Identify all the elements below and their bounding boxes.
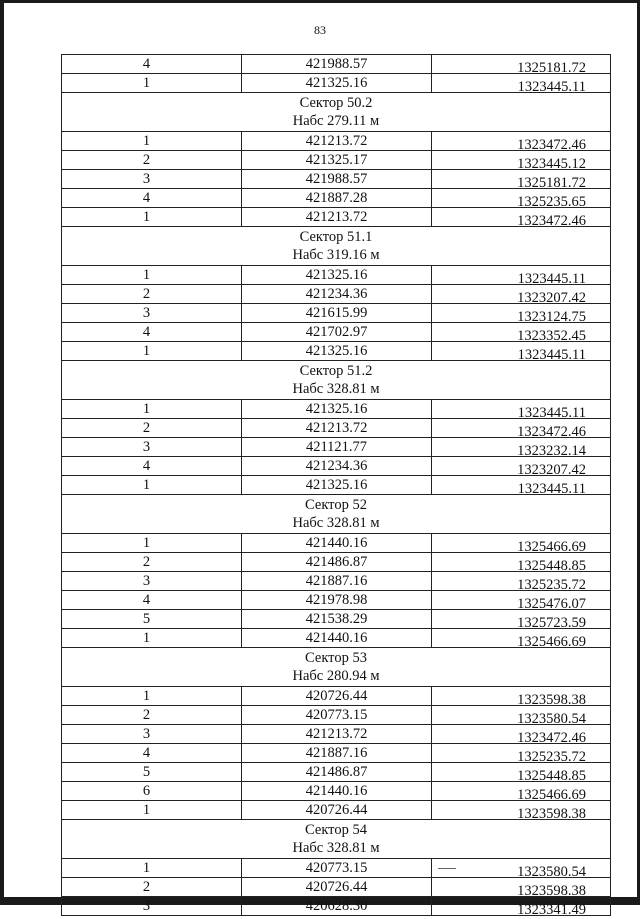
coordinate-x: 421440.16: [242, 534, 432, 552]
sector-header: [62, 360, 610, 399]
table-row: [62, 533, 610, 555]
coordinate-y: 1323580.54: [517, 711, 586, 727]
coordinate-x: 421978.98: [242, 591, 432, 609]
point-number: 3: [62, 304, 242, 322]
point-number: 4: [62, 457, 242, 475]
page-number: 83: [314, 23, 326, 37]
coordinate-y: 1323472.46: [517, 424, 586, 440]
coordinate-y: 1323445.11: [517, 347, 586, 363]
coordinate-y: 1323598.38: [517, 692, 586, 708]
coordinate-y: 1323445.11: [517, 79, 586, 95]
table-row: [62, 265, 610, 287]
point-number: 2: [62, 285, 242, 303]
coordinate-y: 1323472.46: [517, 213, 586, 229]
point-number: 1: [62, 629, 242, 647]
coordinates-table: [61, 54, 611, 916]
sector-area: Набс 328.81 м: [292, 515, 380, 531]
footer-mark: [438, 868, 456, 869]
coordinate-x: 421538.29: [242, 610, 432, 628]
point-number: 4: [62, 591, 242, 609]
point-number: 1: [62, 74, 242, 92]
point-number: 4: [62, 189, 242, 207]
coordinate-x: 420726.44: [242, 687, 432, 705]
coordinate-x: 421213.72: [242, 419, 432, 437]
coordinate-x: 421702.97: [242, 323, 432, 341]
point-number: 4: [62, 323, 242, 341]
point-number: 4: [62, 55, 242, 73]
coordinate-x: 421213.72: [242, 208, 432, 226]
point-number: 2: [62, 706, 242, 724]
sector-area: Набс 319.16 м: [292, 247, 380, 263]
coordinate-y: 1325235.72: [517, 577, 586, 593]
scan-border-top: [0, 0, 640, 3]
coordinate-y: 1323598.38: [517, 883, 586, 899]
coordinate-y: 1323232.14: [517, 443, 586, 459]
table-row: [62, 399, 610, 421]
sector-area: Набс 279.11 м: [292, 113, 380, 129]
sector-name: Сектор 50.2: [299, 95, 373, 111]
coordinate-x: 421325.17: [242, 151, 432, 169]
sector-header: [62, 92, 610, 131]
coordinate-x: 421486.87: [242, 553, 432, 571]
sector-name: Сектор 53: [305, 650, 367, 666]
coordinate-x: 421234.36: [242, 285, 432, 303]
coordinate-y: 1323207.42: [517, 462, 586, 478]
coordinate-x: 420773.15: [242, 706, 432, 724]
coordinate-y: 1325448.85: [517, 558, 586, 574]
sector-area: Набс 328.81 м: [292, 840, 380, 856]
sector-header: [62, 494, 610, 533]
coordinate-y: 1325476.07: [517, 596, 586, 612]
point-number: 2: [62, 419, 242, 437]
coordinate-x: 420773.15: [242, 859, 432, 877]
point-number: 1: [62, 132, 242, 150]
point-number: 1: [62, 342, 242, 360]
sector-name: Сектор 54: [305, 822, 367, 838]
coordinate-x: 421615.99: [242, 304, 432, 322]
sector-name: Сектор 52: [305, 497, 367, 513]
point-number: 3: [62, 170, 242, 188]
coordinate-y: 1325235.65: [517, 194, 586, 210]
table-row: [62, 54, 610, 76]
point-number: 1: [62, 859, 242, 877]
table-row: [62, 131, 610, 153]
coordinate-x: 421325.16: [242, 400, 432, 418]
coordinate-y: 1323472.46: [517, 730, 586, 746]
sector-area: Набс 328.81 м: [292, 381, 380, 397]
coordinate-y: 1325723.59: [517, 615, 586, 631]
sector-header: [62, 226, 610, 265]
coordinate-y: 1323472.46: [517, 137, 586, 153]
coordinate-x: 421325.16: [242, 266, 432, 284]
scan-border-left: [0, 0, 4, 905]
coordinate-y: 1325181.72: [517, 175, 586, 191]
point-number: 3: [62, 438, 242, 456]
coordinate-y: 1323445.11: [517, 481, 586, 497]
sector-header: [62, 647, 610, 686]
coordinate-x: 420726.44: [242, 878, 432, 896]
point-number: 3: [62, 725, 242, 743]
coordinate-y: 1325448.85: [517, 768, 586, 784]
coordinate-x: 421234.36: [242, 457, 432, 475]
point-number: 2: [62, 878, 242, 896]
coordinate-x: 420726.44: [242, 801, 432, 819]
coordinate-y: 1325466.69: [517, 634, 586, 650]
coordinate-y: 1323445.12: [517, 156, 586, 172]
point-number: 1: [62, 534, 242, 552]
coordinate-y: 1323580.54: [517, 864, 586, 880]
coordinate-y: 1325466.69: [517, 539, 586, 555]
point-number: 1: [62, 476, 242, 494]
sector-name: Сектор 51.1: [299, 229, 373, 245]
point-number: 1: [62, 687, 242, 705]
point-number: 6: [62, 782, 242, 800]
sector-name: Сектор 51.2: [299, 363, 373, 379]
coordinate-x: 421325.16: [242, 74, 432, 92]
point-number: 5: [62, 763, 242, 781]
table-row: [62, 686, 610, 708]
coordinate-y: 1323341.49: [517, 902, 586, 918]
point-number: 1: [62, 400, 242, 418]
coordinate-x: 421486.87: [242, 763, 432, 781]
coordinate-x: 421213.72: [242, 725, 432, 743]
coordinate-x: 421887.28: [242, 189, 432, 207]
point-number: 3: [62, 897, 242, 915]
point-number: 1: [62, 266, 242, 284]
point-number: 2: [62, 553, 242, 571]
coordinate-x: 421887.16: [242, 572, 432, 590]
coordinate-x: 421325.16: [242, 476, 432, 494]
coordinate-x: 421887.16: [242, 744, 432, 762]
coordinate-y: 1323207.42: [517, 290, 586, 306]
coordinate-x: 421988.57: [242, 170, 432, 188]
coordinate-x: 421213.72: [242, 132, 432, 150]
coordinate-y: 1323445.11: [517, 405, 586, 421]
point-number: 2: [62, 151, 242, 169]
table-row: [62, 858, 610, 880]
sector-header: [62, 819, 610, 858]
coordinate-y: 1325235.72: [517, 749, 586, 765]
point-number: 1: [62, 801, 242, 819]
coordinate-y: 1323124.75: [517, 309, 586, 325]
coordinate-y: 1323352.45: [517, 328, 586, 344]
coordinate-x: 421440.16: [242, 782, 432, 800]
coordinate-x: 421988.57: [242, 55, 432, 73]
coordinate-x: 421121.77: [242, 438, 432, 456]
coordinate-x: 421325.16: [242, 342, 432, 360]
point-number: 4: [62, 744, 242, 762]
coordinate-y: 1325181.72: [517, 60, 586, 76]
coordinate-y: 1323445.11: [517, 271, 586, 287]
point-number: 5: [62, 610, 242, 628]
coordinate-x: 421440.16: [242, 629, 432, 647]
coordinate-y: 1325466.69: [517, 787, 586, 803]
coordinate-x: 420628.30: [242, 897, 432, 915]
sector-area: Набс 280.94 м: [292, 668, 380, 684]
point-number: 3: [62, 572, 242, 590]
coordinate-y: 1323598.38: [517, 806, 586, 822]
point-number: 1: [62, 208, 242, 226]
